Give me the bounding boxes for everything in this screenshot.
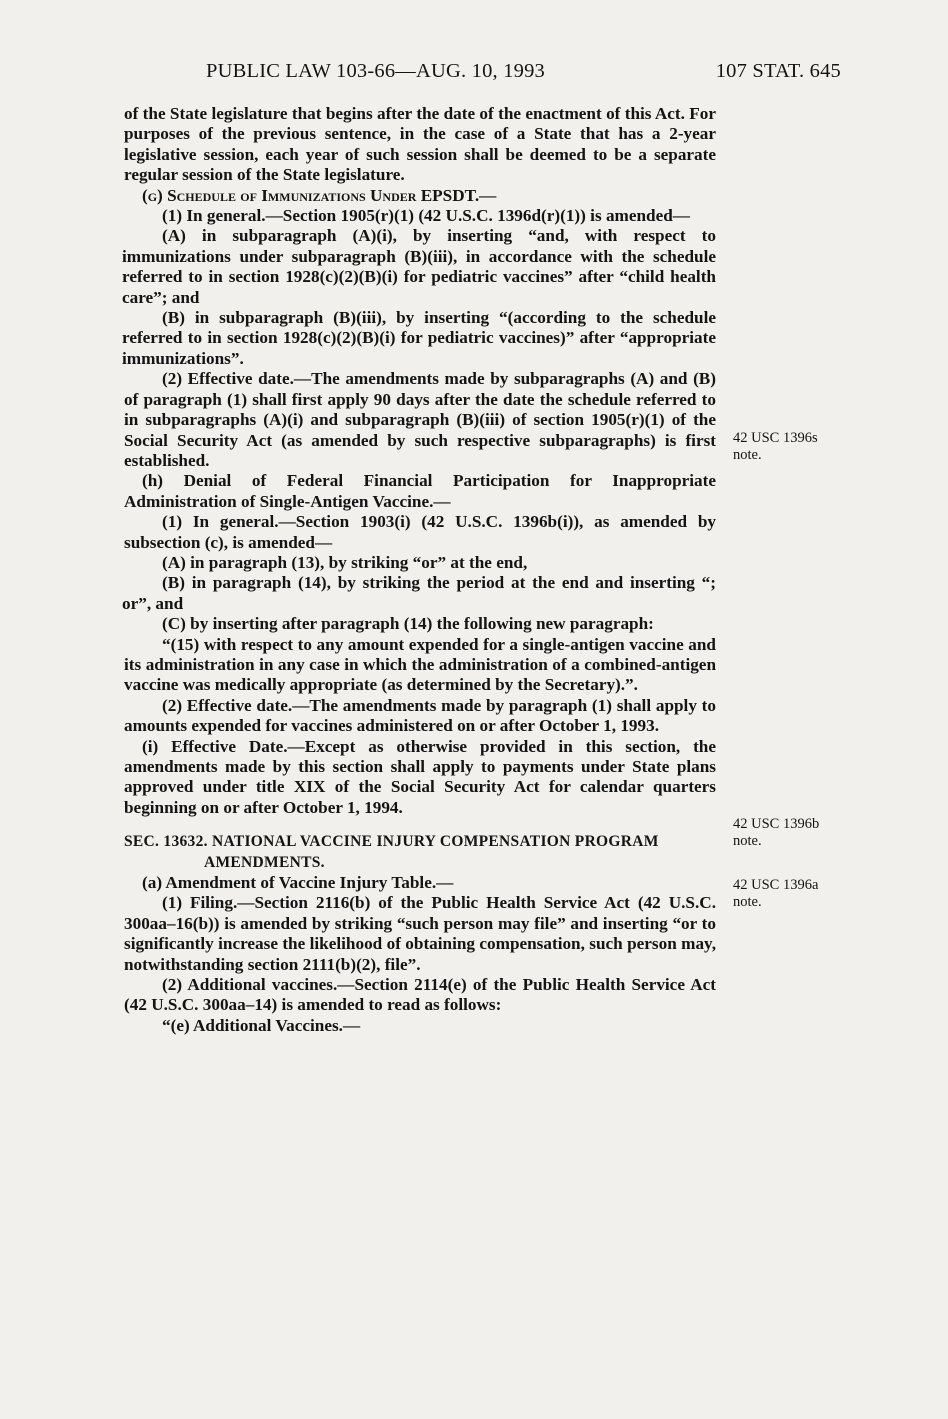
subparagraph-a: (A) in paragraph (13), by striking “or” at the end, [162,552,528,572]
section-heading-line1: SEC. 13632. NATIONAL VACCINE INJURY COMPENSATION PROGRAM [124,833,659,851]
subparagraph-a: (A) in subparagraph (A)(i), by inserting “and, with respect to immunizations under subparagraph (B)(iii), in accordance with the schedule referred to in section 1928(c)(2)(B)(i) for pediatric vaccines” after “child health care”; and [122,226,716,307]
quoted-paragraph: “(15) with respect to any amount expended for a single-antigen vaccine and its administration in any case in which the administration of a combined-antigen vaccine was medically appropriate (as determined by the Secretary).”. [124,634,716,695]
margin-note: 42 USC 1396b note. [733,816,820,849]
subparagraph-group [124,553,716,635]
section-heading [124,832,716,873]
paragraph: (2) Additional vaccines.—Section 2114(e) of the Public Health Service Act (42 U.S.C. 300aa–14) is amended to read as follows: [124,975,716,1015]
running-title: PUBLIC LAW 103-66—AUG. 10, 1993 [206,60,546,82]
subparagraph-c: (C) by inserting after paragraph (14) the following new paragraph: [162,614,654,634]
stat-page-number: 107 STAT. 645 [715,60,841,82]
subsection-heading-a: (a) Amendment of Vaccine Injury Table.— [142,873,454,893]
paragraph: (1) In general.—Section 1903(i) (42 U.S.C. 1396b(i)), as amended by subsection (c), is amended— [124,512,716,552]
paragraph-effective-date: (2) Effective date.—The amendments made by paragraph (1) shall apply to amounts expended for vaccines administered on or after October 1, 1993. [124,695,716,736]
paragraph: (1) In general.—Section 1905(r)(1) (42 U.S.C. 1396d(r)(1)) is amended— [162,206,690,226]
subsection-heading-h: (h) Denial of Federal Financial Participation for Inappropriate Administration of Single-Antigen Vaccine.— [124,471,716,511]
margin-note: 42 USC 1396a note. [733,877,819,910]
subparagraph-group [124,226,716,369]
subparagraph-b: (B) in paragraph (14), by striking the period at the end and inserting “; or”, and [122,573,716,613]
section-heading-line2: AMENDMENTS. [204,853,325,871]
subsection-heading-g: (g) Schedule of Immunizations Under EPSDT.— [142,185,497,205]
paragraph-effective-date: (2) Effective date.—The amendments made by subparagraphs (A) and (B) of paragraph (1) shall first apply 90 days after the date the schedule referred to in subparagraphs (A)(i) and subparagraph (B)(iii) of section 1905(r)(1) of the Social Security Act (as amended by such respective subparagraphs) is first established. [124,369,716,470]
subparagraph-b: (B) in subparagraph (B)(iii), by inserting “(according to the schedule referred to in section 1928(c)(2)(B)(i) for pediatric vaccines)” after “appropriate immunizations”. [122,308,716,368]
subsection-effective-date: (i) Effective Date.—Except as otherwise provided in this section, the amendments made by this section shall apply to payments under State plans approved under title XIX of the Social Security Act for calendar quarters beginning on or after October 1, 1994. [124,736,716,817]
margin-note: 42 USC 1396s note. [733,430,818,463]
paragraph: “(e) Additional Vaccines.— [162,1015,361,1035]
paragraph: of the State legislature that begins after the date of the enactment of this Act. For purposes of the previous sentence, in the case of a State that has a 2-year legislative session, each year of such session shall be deemed to be a separate regular session of the State legislature. [124,104,716,185]
document-body [124,104,716,1036]
page-header [0,60,948,90]
paragraph: (1) Filing.—Section 2116(b) of the Public Health Service Act (42 U.S.C. 300aa–16(b)) is amended by striking “such person may file” and inserting “or to significantly increase the likelihood of obtaining compensation, such person may, notwithstanding section 2111(b)(2), file”. [124,893,716,974]
